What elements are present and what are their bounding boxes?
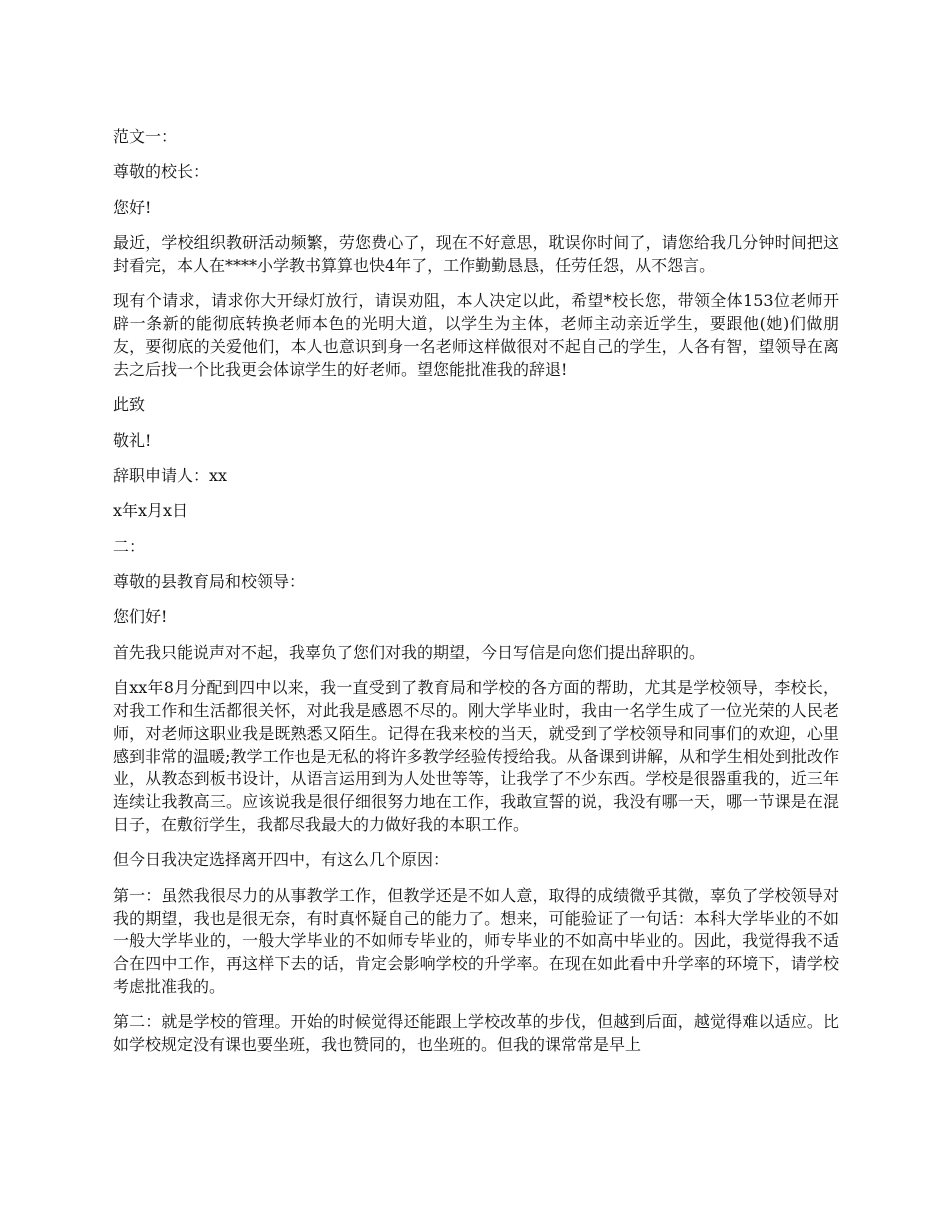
date-line: x年x月x日 bbox=[113, 501, 189, 521]
document-page bbox=[113, 126, 839, 1070]
addressee-line-2: 尊敬的县教育局和校领导： bbox=[113, 572, 306, 592]
body-paragraph-3: 首先我只能说声对不起，我辜负了您们对我的期望，今日写信是向您们提出辞职的。 bbox=[113, 642, 706, 662]
salutation-heading-1: 范文一： bbox=[113, 127, 178, 146]
signature-line: 辞职申请人：xx bbox=[113, 465, 228, 485]
body-paragraph-7: 第二：就是学校的管理。开始的时候觉得还能跟上学校改革的步伐，但越到后面，越觉得难以适应。比如学校规定没有课也要坐班，我也赞同的，也坐班的。但我的课常常是早上 bbox=[113, 1012, 839, 1055]
closing-line-2: 敬礼! bbox=[113, 430, 152, 450]
salutation-heading-2: 二： bbox=[113, 536, 146, 556]
addressee-line-1: 尊敬的校长： bbox=[113, 162, 210, 182]
body-paragraph-1: 最近，学校组织教研活动频繁，劳您费心了，现在不好意思，耽误你时间了，请您给我几分钟时间把这封看完，本人在****小学教书算算也快4年了，工作勤勤恳恳，任劳任怨，从不怨言。 bbox=[113, 233, 839, 275]
greeting-line-1: 您好! bbox=[113, 197, 152, 217]
greeting-line-2: 您们好! bbox=[113, 607, 168, 627]
body-paragraph-6: 第一：虽然我很尽力的从事教学工作，但教学还是不如人意，取得的成绩微乎其微，辜负了学校领导对我的期望，我也是很无奈，有时真怀疑自己的能力了。想来，可能验证了一句话：本科大学毕业的不如一般大学毕业的，一般大学毕业的不如师专毕业的，师专毕业的不如高中毕业的。因此，我觉得我不适合在四中工作，再这样下去的话，肯定会影响学校的升学率。在现在如此看中升学率的环境下，请学校考虑批准我的。 bbox=[113, 885, 839, 997]
body-paragraph-4: 自xx年8月分配到四中以来，我一直受到了教育局和学校的各方面的帮助，尤其是学校领导，李校长，对我工作和生活都很关怀，对此我是感恩不尽的。刚大学毕业时，我由一名学生成了一位光荣的人民老师，对老师这职业我是既熟悉又陌生。记得在我来校的当天，就受到了学校领导和同事们的欢迎，心里感到非常的温暖;教学工作也是无私的将许多教学经验传授给我。从备课到讲解，从和学生相处到批改作业，从教态到板书设计，从语言运用到为人处世等等，让我学了不少东西。学校是很器重我的，近三年连续让我教高三。应该说我是很仔细很努力地在工作，我敢宣誓的说，我没有哪一天，哪一节课是在混日子，在敷衍学生，我都尽我最大的力做好我的本职工作。 bbox=[113, 678, 839, 835]
body-paragraph-2: 现有个请求，请求你大开绿灯放行，请误劝阻，本人决定以此，希望*校长您，带领全体153位老师开辟一条新的能彻底转换老师本色的光明大道，以学生为主体，老师主动亲近学生，要跟他(她)们做朋友，要彻底的关爱他们，本人也意识到身一名老师这样做很对不起自己的学生，人各有智，望领导在离去之后找一个比我更会体谅学生的好老师。望您能批准我的辞退! bbox=[113, 291, 839, 379]
closing-line-1: 此致 bbox=[113, 395, 146, 415]
body-paragraph-5: 但今日我决定选择离开四中，有这么几个原因： bbox=[113, 850, 450, 870]
